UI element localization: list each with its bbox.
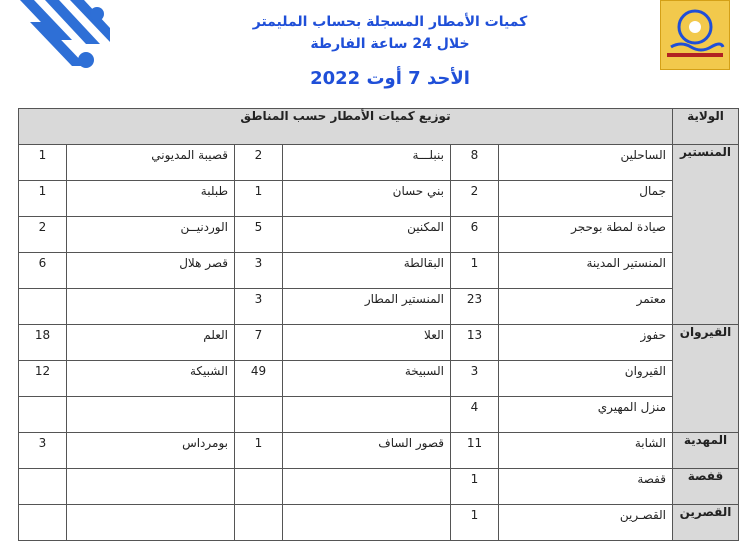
station-name: العلم <box>203 328 228 342</box>
value-cell: 5 <box>254 220 263 234</box>
station-name: المنستير المدينة <box>586 256 666 270</box>
value-cell: 2 <box>470 184 479 198</box>
station-name: بني حسان <box>392 184 444 198</box>
station-name: صيادة لمطة بوحجر <box>571 220 666 234</box>
value-cell <box>235 505 282 508</box>
value-cell: 1 <box>38 184 47 198</box>
governorate-kairouan: القيروان <box>673 325 739 433</box>
rainfall-table <box>18 108 739 541</box>
station-name: البقالطة <box>403 256 444 270</box>
station-name <box>283 397 450 400</box>
value-cell <box>235 397 282 400</box>
station-name: الوردنيــن <box>180 220 228 234</box>
decorative-stripes <box>0 0 110 75</box>
table-row <box>19 361 739 397</box>
value-cell: 3 <box>254 256 263 270</box>
value-cell: 3 <box>38 436 47 450</box>
station-name: القيروان <box>624 364 666 378</box>
value-cell <box>19 397 66 400</box>
station-name: بنبلـــة <box>412 148 444 162</box>
value-cell: 49 <box>250 364 267 378</box>
inm-logo <box>660 0 730 70</box>
station-name: قفصة <box>637 472 666 486</box>
value-cell: 12 <box>34 364 51 378</box>
value-cell: 6 <box>470 220 479 234</box>
table-row <box>19 217 739 253</box>
governorate-mahdia: المهدية <box>673 433 739 469</box>
station-name: قصر هلال <box>179 256 228 270</box>
table-row <box>19 289 739 325</box>
station-name <box>67 469 234 472</box>
station-name: العلا <box>424 328 444 342</box>
table-header-row <box>19 109 739 145</box>
station-name: حفوز <box>640 328 666 342</box>
table-row <box>19 325 739 361</box>
report-date: الأحد 7 أوت 2022 <box>310 68 470 89</box>
station-name <box>67 397 234 400</box>
title-line-2: خلال 24 ساعة الفارطة <box>310 36 470 52</box>
value-cell: 13 <box>466 328 483 342</box>
value-cell <box>19 469 66 472</box>
inm-emblem-icon <box>661 1 729 69</box>
station-name: المنستير المطار <box>364 292 444 306</box>
value-cell: 6 <box>38 256 47 270</box>
value-cell: 1 <box>470 256 479 270</box>
title-line-1: كميات الأمطار المسجلة بحساب المليمتر <box>252 14 528 30</box>
station-name: معتمر <box>636 292 666 306</box>
table-row <box>19 253 739 289</box>
station-name: الساحلين <box>620 148 666 162</box>
value-cell: 11 <box>466 436 483 450</box>
station-name: منزل المهيري <box>597 400 666 414</box>
station-name: الشابة <box>634 436 666 450</box>
value-cell <box>235 469 282 472</box>
station-name <box>67 289 234 292</box>
station-name <box>67 505 234 508</box>
value-cell <box>19 505 66 508</box>
table-row <box>19 145 739 181</box>
station-name: قصيبة المديوني <box>151 148 228 162</box>
governorate-monastir: المنستير <box>673 145 739 325</box>
station-name <box>283 505 450 508</box>
value-cell: 18 <box>34 328 51 342</box>
station-name: طبلبة <box>200 184 228 198</box>
value-cell: 4 <box>470 400 479 414</box>
value-cell: 23 <box>466 292 483 306</box>
station-name <box>283 469 450 472</box>
value-cell: 7 <box>254 328 263 342</box>
table-row <box>19 469 739 505</box>
value-cell: 8 <box>470 148 479 162</box>
value-cell: 1 <box>470 472 479 486</box>
station-name: الشبيكة <box>190 364 228 378</box>
table-row <box>19 397 739 433</box>
column-header-governorate: الولاية <box>673 109 739 145</box>
station-name: السبيخة <box>404 364 444 378</box>
value-cell: 1 <box>470 508 479 522</box>
governorate-kasserine: القصرين <box>673 505 739 541</box>
station-name: قصور الساف <box>378 436 444 450</box>
governorate-gafsa: قفصة <box>673 469 739 505</box>
value-cell: 1 <box>254 436 263 450</box>
station-name: جمال <box>639 184 666 198</box>
value-cell: 3 <box>254 292 263 306</box>
table-row <box>19 505 739 541</box>
value-cell: 2 <box>38 220 47 234</box>
table-row <box>19 433 739 469</box>
table-row <box>19 181 739 217</box>
value-cell: 2 <box>254 148 263 162</box>
station-name: المكنين <box>407 220 444 234</box>
column-header-distribution: توزيع كميات الأمطار حسب المناطق <box>19 109 673 145</box>
value-cell: 3 <box>470 364 479 378</box>
station-name: القصـرين <box>619 508 666 522</box>
value-cell <box>19 289 66 292</box>
value-cell: 1 <box>38 148 47 162</box>
value-cell: 1 <box>254 184 263 198</box>
station-name: بومرداس <box>182 436 228 450</box>
